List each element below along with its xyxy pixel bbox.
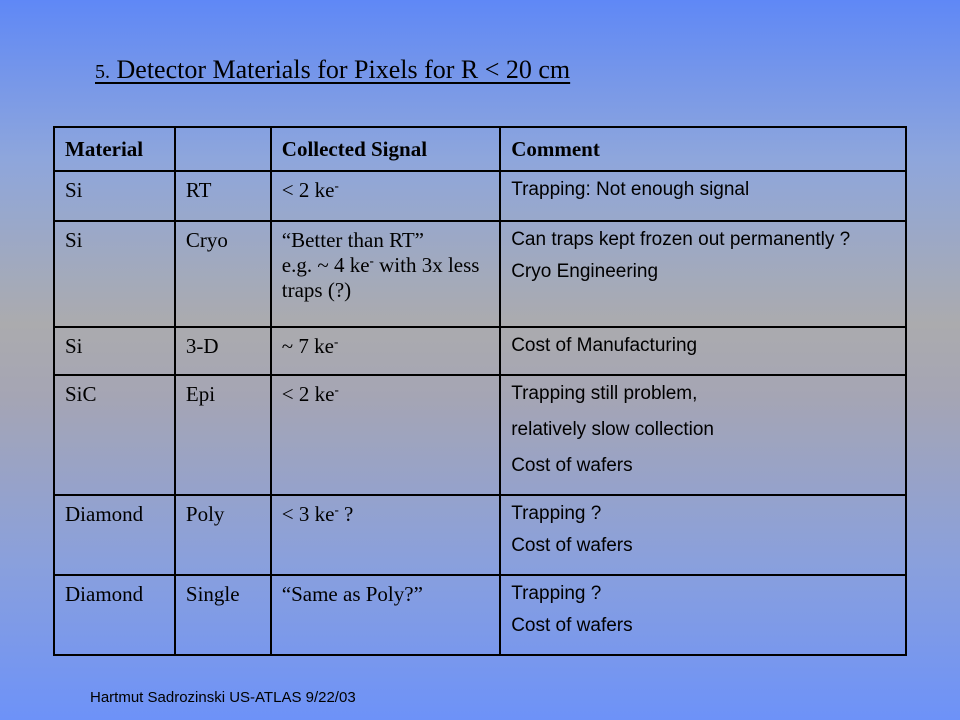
signal-line: ~ 7 ke- — [281, 334, 339, 358]
signal-cell — [271, 575, 500, 655]
signal-cell — [271, 375, 500, 495]
comment-cell — [500, 375, 906, 495]
material-cell: Diamond — [54, 575, 175, 655]
signal-line: < 2 ke- — [281, 382, 339, 406]
slide-title-text: Detector Materials for Pixels for R < 20 cm — [116, 55, 571, 84]
signal-cell — [271, 327, 500, 375]
type-cell: Epi — [175, 375, 271, 495]
material-cell: SiC — [54, 375, 175, 495]
comment-line: Trapping ? — [511, 503, 602, 524]
header-material: Material — [54, 127, 175, 171]
signal-line: e.g. ~ 4 ke- with 3x less traps (?) — [281, 253, 480, 302]
comment-line: Cost of Manufacturing — [511, 335, 698, 356]
comment-cell — [500, 575, 906, 655]
comment-line: Cryo Engineering — [511, 261, 659, 282]
table-row — [54, 171, 906, 221]
table-row — [54, 375, 906, 495]
material-cell: Si — [54, 327, 175, 375]
signal-line: < 2 ke- — [281, 178, 339, 202]
comment-line: Trapping still problem, — [511, 383, 698, 404]
comment-line: Cost of wafers — [511, 535, 633, 556]
comment-line: Trapping ? — [511, 583, 602, 604]
comment-cell — [500, 495, 906, 575]
header-collected-signal: Collected Signal — [271, 127, 500, 171]
comment-line: Can traps kept frozen out permanently ? — [511, 229, 851, 250]
comment-line: Cost of wafers — [511, 615, 633, 636]
comment-cell — [500, 221, 906, 327]
slide-footer: Hartmut Sadrozinski US-ATLAS 9/22/03 — [90, 689, 356, 706]
material-cell: Si — [54, 171, 175, 221]
table-row — [54, 221, 906, 327]
type-cell: Poly — [175, 495, 271, 575]
signal-cell — [271, 495, 500, 575]
signal-line: “Same as Poly?” — [281, 582, 423, 606]
signal-cell — [271, 171, 500, 221]
comment-line: Cost of wafers — [511, 455, 633, 476]
type-cell: Cryo — [175, 221, 271, 327]
detector-materials-table — [53, 126, 907, 656]
type-cell: RT — [175, 171, 271, 221]
signal-line: < 3 ke- ? — [281, 502, 354, 526]
signal-cell — [271, 221, 500, 327]
comment-line: relatively slow collection — [511, 419, 714, 440]
type-cell: Single — [175, 575, 271, 655]
signal-line: “Better than RT” — [281, 228, 424, 252]
table-row — [54, 327, 906, 375]
comment-cell — [500, 327, 906, 375]
slide-title — [95, 55, 570, 85]
header-type — [175, 127, 271, 171]
table-header-row — [54, 127, 906, 171]
material-cell: Diamond — [54, 495, 175, 575]
table-row — [54, 495, 906, 575]
header-comment: Comment — [500, 127, 906, 171]
table-row — [54, 575, 906, 655]
type-cell: 3-D — [175, 327, 271, 375]
comment-line: Trapping: Not enough signal — [511, 179, 750, 200]
slide-number: 5. — [95, 61, 110, 83]
comment-cell — [500, 171, 906, 221]
material-cell: Si — [54, 221, 175, 327]
